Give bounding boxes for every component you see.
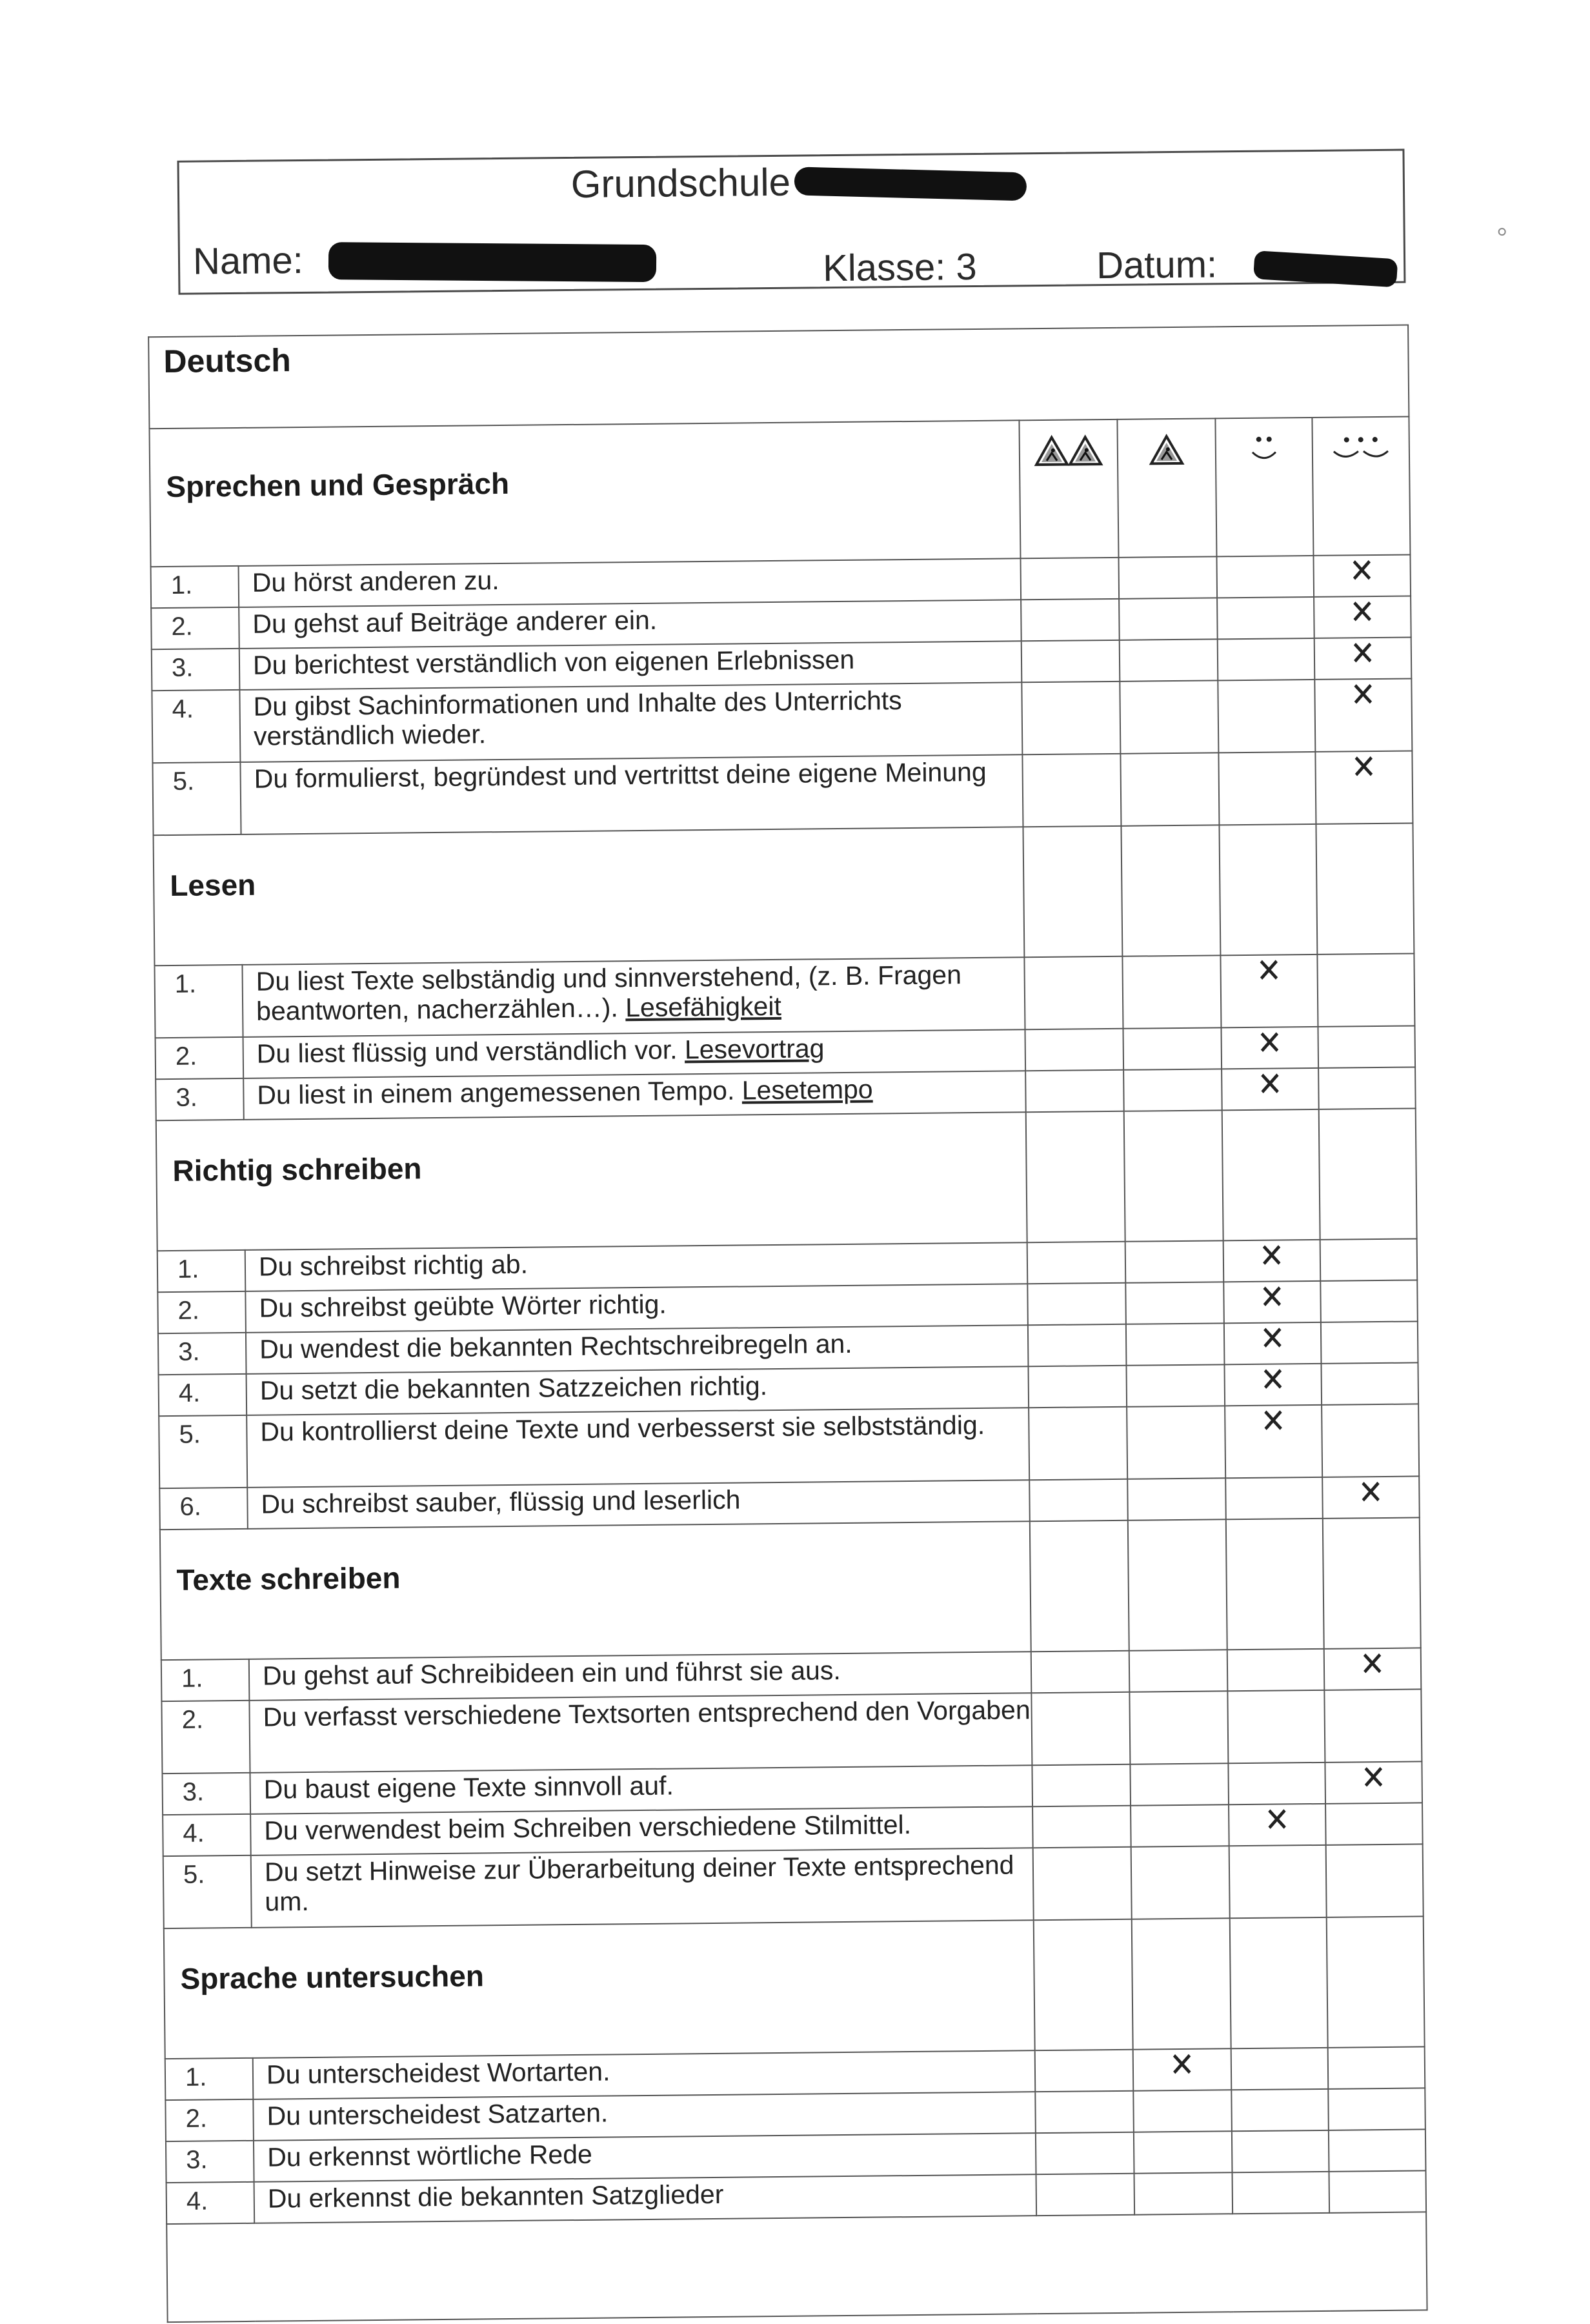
rating-column-cell (1219, 824, 1317, 955)
criterion-text (245, 1284, 1028, 1333)
criterion-text-main: Du berichtest verständlich von eigenen Erlebnissen (252, 644, 855, 680)
criterion-row (152, 751, 1413, 835)
criterion-text-main: Du setzt Hinweise zur Überarbeitung deiner Texte entsprechend um. (264, 1850, 1014, 1917)
rating-cell (1318, 1067, 1416, 1109)
criterion-text-main: Du liest Texte selbständig und sinnverstehend, (z. B. Fragen beantworten, nacherzählen…). (256, 960, 962, 1026)
rating-cell (1126, 1323, 1225, 1365)
section-header-row (154, 823, 1414, 965)
rating-column-cell (1030, 1521, 1129, 1652)
check-mark: ✕ (1360, 1758, 1387, 1798)
check-mark: ✕ (1256, 951, 1282, 991)
criterion-text (243, 1029, 1026, 1078)
header-box (177, 149, 1406, 295)
section-header-row (160, 1517, 1421, 1660)
redaction-mark (794, 167, 1027, 201)
rating-cell (1320, 1280, 1418, 1322)
name-label: Name: (192, 239, 304, 283)
rating-cell (1025, 1070, 1124, 1112)
speck (1498, 228, 1506, 236)
criterion-number: 4. (159, 1374, 247, 1416)
rating-cell (1022, 754, 1121, 827)
check-mark: ✕ (1169, 2045, 1195, 2085)
rating-cell (1315, 748, 1413, 824)
section-title: Sprechen und Gespräch (149, 420, 1020, 567)
rating-column-cell (1124, 1110, 1223, 1241)
section-title: Lesen (154, 827, 1025, 965)
criterion-text-main: Du wendest die bekannten Rechtschreibregeln an. (259, 1328, 852, 1364)
rating-cell (1325, 1803, 1423, 1844)
criterion-text (254, 2133, 1036, 2182)
criterion-text-main: Du erkennst die bekannten Satzglieder (267, 2179, 724, 2214)
rating-cell (1321, 1362, 1418, 1404)
rating-header-cell (1215, 418, 1313, 556)
redaction-mark (1253, 250, 1398, 287)
rating-cell (1227, 1690, 1325, 1763)
rating-column-cell (1222, 1109, 1320, 1240)
rating-cell (1314, 634, 1412, 679)
criterion-text-main: Du setzt die bekannten Satzzeichen richtig. (259, 1371, 768, 1406)
rating-cell (1029, 1479, 1128, 1521)
rating-cell (1130, 1763, 1229, 1805)
criterion-text-main: Du formulierst, begründest und vertrittst deine eigene Meinung (254, 756, 987, 794)
check-mark: ✕ (1350, 676, 1376, 715)
criterion-text-main: Du kontrollierst deine Texte und verbesserst sie selbstständig. (260, 1410, 985, 1447)
criterion-text-main: Du unterscheidest Satzarten. (267, 2097, 609, 2131)
rating-cell (1325, 1758, 1422, 1803)
rating-cell (1224, 1319, 1322, 1364)
rating-cell (1123, 1069, 1222, 1111)
criterion-text-main: Du hörst anderen zu. (252, 565, 499, 598)
criterion-text-main: Du gehst auf Beiträge anderer ein. (252, 605, 658, 639)
criterion-number: 3. (152, 649, 240, 691)
rating-cell (1224, 1360, 1322, 1406)
criterion-text (242, 957, 1025, 1037)
check-mark: ✕ (1264, 1801, 1291, 1840)
criterion-row (159, 1404, 1419, 1488)
rating-cell (1326, 1844, 1424, 1917)
check-mark: ✕ (1358, 1473, 1384, 1513)
criterion-skill-label: Lesetempo (741, 1074, 873, 1106)
criterion-text (239, 641, 1022, 690)
rating-cell (1027, 1242, 1126, 1284)
rating-cell (1024, 956, 1123, 1029)
rating-cell (1329, 2129, 1426, 2171)
criterion-text (250, 1806, 1033, 1855)
criterion-text-main: Du baust eigene Texte sinnvoll auf. (263, 1770, 674, 1804)
criterion-text (247, 1480, 1030, 1529)
check-mark: ✕ (1260, 1360, 1286, 1400)
datum-label: Datum: (1096, 243, 1218, 287)
criterion-number: 1. (161, 1659, 250, 1701)
rating-cell (1232, 2130, 1329, 2172)
rating-column-cell (1323, 1517, 1421, 1648)
criterion-number: 2. (165, 2099, 254, 2141)
criterion-text (251, 1848, 1034, 1928)
criterion-number: 2. (151, 607, 239, 649)
assessment-table-body (148, 325, 1427, 2323)
rating-column-cell (1121, 825, 1220, 956)
rating-cell (1125, 1282, 1224, 1324)
rating-cell (1231, 2089, 1329, 2131)
rating-cell (1035, 2091, 1134, 2133)
criterion-number: 2. (156, 1037, 244, 1079)
rating-cell (1036, 2132, 1134, 2174)
rating-cell (1127, 1406, 1225, 1479)
criterion-text (240, 754, 1023, 834)
rating-cell (1036, 2174, 1135, 2216)
section-header-row (164, 1916, 1425, 2059)
school-title (541, 154, 1058, 211)
two-construction-warning-signs-icon (1034, 434, 1103, 469)
section-header-row (156, 1108, 1417, 1251)
rating-cell (1228, 1763, 1325, 1804)
criterion-text-main: Du erkennst wörtliche Rede (267, 2139, 593, 2172)
criterion-text (239, 682, 1022, 762)
criterion-number: 1. (154, 965, 243, 1038)
rating-cell (1031, 1651, 1130, 1693)
check-mark: ✕ (1260, 1319, 1286, 1359)
rating-column-cell (1327, 1916, 1425, 2047)
criterion-text (253, 2050, 1036, 2099)
rating-cell (1029, 1407, 1127, 1480)
criterion-number: 2. (161, 1701, 250, 1773)
rating-cell (1229, 1801, 1326, 1846)
check-mark: ✕ (1259, 1278, 1285, 1317)
rating-cell (1122, 955, 1221, 1028)
criterion-row (154, 953, 1414, 1038)
rating-column-cell (1132, 1918, 1231, 2049)
check-mark: ✕ (1350, 634, 1376, 674)
criterion-text-main: Du gibst Sachinformationen und Inhalte des Unterrichts verständlich wieder. (253, 685, 902, 751)
criterion-text (249, 1652, 1032, 1701)
criterion-number: 1. (151, 566, 239, 608)
rating-cell (1035, 2050, 1134, 2092)
rating-cell (1322, 1404, 1419, 1477)
rating-cell (1233, 2172, 1330, 2214)
criterion-row (152, 678, 1412, 763)
rating-cell (1227, 1649, 1325, 1691)
criterion-text (239, 600, 1021, 649)
criterion-number: 1. (165, 2058, 254, 2100)
criterion-text (254, 2174, 1037, 2223)
rating-cell (1028, 1324, 1127, 1366)
rating-cell (1222, 1065, 1319, 1110)
check-mark: ✕ (1351, 748, 1377, 787)
rating-cell (1021, 640, 1120, 682)
rating-column-cell (1128, 1519, 1227, 1650)
rating-cell (1318, 1026, 1415, 1067)
criterion-text (249, 1693, 1032, 1773)
criterion-skill-label: Lesefähigkeit (625, 991, 782, 1023)
construction-warning-sign-icon (1149, 434, 1185, 468)
criterion-number: 4. (163, 1814, 251, 1856)
section-title: Sprache untersuchen (164, 1920, 1035, 2059)
criterion-number: 2. (157, 1291, 246, 1333)
rating-cell (1025, 1029, 1123, 1071)
criterion-text (239, 558, 1021, 607)
criterion-text-main: Du schreibst geübte Wörter richtig. (259, 1289, 667, 1323)
rating-cell (1133, 2045, 1232, 2090)
rating-cell (1120, 753, 1219, 825)
rating-cell (1032, 1806, 1131, 1848)
rating-column-cell (1034, 1919, 1133, 2050)
empty-cell (166, 2212, 1427, 2322)
rating-cell (1329, 2170, 1427, 2212)
criterion-row (163, 1844, 1424, 1928)
criterion-row (161, 1689, 1422, 1773)
rating-cell (1129, 1691, 1228, 1764)
criterion-text (246, 1325, 1029, 1374)
rating-cell (1134, 2172, 1233, 2214)
rating-cell (1314, 593, 1411, 638)
rating-column-cell (1026, 1111, 1125, 1242)
rating-cell (1229, 1845, 1327, 1918)
rating-cell (1223, 1237, 1321, 1282)
criterion-number: 3. (162, 1773, 250, 1815)
rating-column-cell (1230, 1917, 1328, 2048)
rating-cell (1134, 2131, 1233, 2173)
rating-header-cell (1019, 419, 1118, 558)
criterion-number: 3. (158, 1333, 247, 1375)
rating-cell (1129, 1650, 1228, 1692)
rating-cell (1231, 2048, 1329, 2090)
rating-cell (1032, 1764, 1131, 1806)
criterion-number: 4. (166, 2182, 255, 2224)
check-mark: ✕ (1349, 552, 1375, 591)
big-smiley-icon (1330, 432, 1392, 466)
criterion-text (250, 1765, 1032, 1814)
subject-row (148, 325, 1409, 429)
smiley-icon (1246, 432, 1282, 467)
criterion-number: 5. (163, 1855, 252, 1928)
check-mark: ✕ (1256, 1024, 1283, 1063)
rating-cell (1119, 598, 1218, 640)
rating-cell (1029, 1366, 1127, 1408)
section-title: Richtig schreiben (156, 1112, 1027, 1251)
criterion-number: 4. (152, 690, 240, 763)
rating-cell (1131, 1804, 1229, 1846)
rating-cell (1031, 1692, 1130, 1765)
rating-cell (1221, 1024, 1318, 1069)
rating-cell (1033, 1847, 1132, 1920)
criterion-text-main: Du verfasst verschiedene Textsorten entsprechend den Vorgaben (263, 1695, 1031, 1732)
rating-cell (1123, 1027, 1222, 1069)
section-title: Texte schreiben (160, 1521, 1031, 1660)
rating-cell (1218, 638, 1315, 680)
criterion-number: 3. (156, 1078, 244, 1120)
rating-cell (1217, 597, 1314, 639)
rating-cell (1125, 1240, 1224, 1282)
rating-cell (1126, 1364, 1225, 1406)
criterion-text-main: Du liest flüssig und verständlich vor. (256, 1035, 678, 1069)
rating-cell (1223, 1278, 1321, 1323)
rating-header-cell (1312, 417, 1410, 556)
criterion-text (243, 1071, 1026, 1120)
check-mark: ✕ (1257, 1065, 1283, 1104)
assessment-table (148, 325, 1427, 2323)
rating-cell (1118, 556, 1217, 598)
rating-cell (1218, 680, 1315, 753)
criterion-skill-label: Lesevortrag (684, 1033, 825, 1065)
rating-cell (1313, 552, 1411, 597)
rating-cell (1133, 2090, 1232, 2132)
criterion-text (245, 1242, 1028, 1291)
section-header-row (149, 417, 1410, 567)
rating-cell (1320, 1238, 1418, 1280)
rating-cell (1324, 1644, 1422, 1690)
rating-cell (1328, 2046, 1425, 2088)
rating-cell (1317, 953, 1414, 1026)
check-mark: ✕ (1349, 593, 1376, 632)
rating-cell (1324, 1689, 1422, 1762)
check-mark: ✕ (1258, 1237, 1285, 1276)
rating-cell (1218, 752, 1316, 825)
rating-header-cell (1117, 418, 1216, 557)
check-mark: ✕ (1260, 1402, 1287, 1441)
rating-column-cell (1316, 823, 1414, 954)
criterion-number: 1. (157, 1250, 246, 1292)
criterion-text-main: Du schreibst richtig ab. (258, 1249, 528, 1282)
rating-cell (1216, 556, 1314, 598)
rating-cell (1131, 1846, 1230, 1919)
rating-cell (1021, 682, 1120, 754)
subject-title: Deutsch (148, 325, 1409, 429)
check-mark: ✕ (1360, 1644, 1385, 1684)
criterion-number: 5. (159, 1415, 247, 1488)
rating-cell (1127, 1478, 1226, 1520)
redaction-mark (328, 242, 656, 282)
rating-cell (1328, 2088, 1425, 2130)
rating-cell (1225, 1477, 1323, 1519)
school-name: Grundschule (570, 160, 791, 206)
criterion-text (247, 1408, 1029, 1488)
criterion-text-main: Du liest in einem angemessenen Tempo. (257, 1075, 735, 1110)
criterion-text-main: Du gehst auf Schreibideen ein und führst sie aus. (262, 1655, 841, 1691)
criterion-number: 5. (152, 762, 241, 835)
rating-cell (1120, 639, 1218, 681)
rating-cell (1021, 599, 1120, 641)
criterion-text-main: Du schreibst sauber, flüssig und leserlich (261, 1484, 741, 1519)
rating-cell (1220, 951, 1318, 1027)
rating-cell (1314, 678, 1412, 751)
criterion-number: 3. (166, 2141, 254, 2183)
criterion-text-main: Du unterscheidest Wortarten. (266, 2056, 610, 2090)
rating-cell (1020, 558, 1119, 600)
empty-row (166, 2212, 1427, 2322)
rating-cell (1225, 1402, 1322, 1478)
rating-column-cell (1023, 826, 1122, 957)
criterion-text (253, 2092, 1036, 2141)
rating-cell (1120, 680, 1218, 753)
rating-column-cell (1319, 1108, 1417, 1239)
rating-column-cell (1226, 1519, 1324, 1650)
klasse-label: Klasse: 3 (822, 245, 978, 290)
rating-cell (1321, 1321, 1418, 1363)
rating-cell (1322, 1473, 1420, 1518)
criterion-number: 6. (159, 1488, 248, 1530)
rating-cell (1027, 1283, 1126, 1325)
criterion-text-main: Du verwendest beim Schreiben verschiedene Stilmittel. (264, 1810, 912, 1846)
criterion-text (247, 1366, 1029, 1415)
